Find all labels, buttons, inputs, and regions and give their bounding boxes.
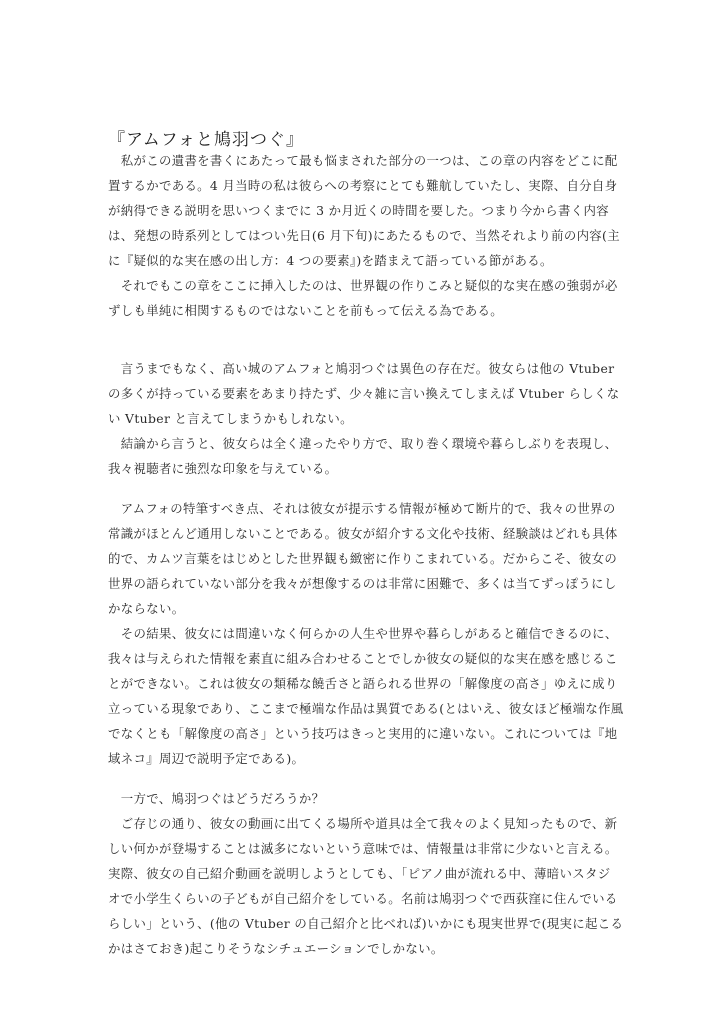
paragraph-line: が納得できる説明を思いつくまでに 3 か月近くの時間を要した。つまり今から書く内容 (108, 203, 609, 218)
paragraph-line: オで小学生くらいの子どもが自己紹介をしている。名前は鳩羽つぐで西荻窪に住んでいる (108, 891, 618, 906)
paragraph-line: に『疑似的な実在感の出し方：4 つの要素』)を踏まえて語っている節がある。 (108, 253, 553, 268)
paragraph-line: でなくとも「解像度の高さ」という技巧はきっと実用的に違いない。これについては『地 (108, 726, 618, 741)
paragraph-line: ご存じの通り、彼女の動画に出てくる場所や道具は全て我々のよく見知ったもので、新 (108, 816, 618, 831)
paragraph-line: 常識がほとんど通用しないことである。彼女が紹介する文化や技術、経験談はどれも具体 (108, 526, 618, 541)
paragraph-line: は、発想の時系列としてはつい先日(6 月下旬)にあたるもので、当然それより前の内容(主 (108, 228, 620, 243)
paragraph-line: その結果、彼女には間違いなく何らかの人生や世界や暮らしがあると確信できるのに、 (108, 626, 618, 641)
paragraph-line: 我々視聴者に強烈な印象を与えている。 (108, 461, 338, 476)
paragraph-line: かならない。 (108, 601, 185, 616)
paragraph-line: 言うまでもなく、高い城のアムフォと鳩羽つぐは異色の存在だ。彼女らは他の Vtuber (108, 361, 615, 376)
paragraph-line: 一方で、鳩羽つぐはどうだろうか？ (108, 791, 325, 806)
paragraph-line: かはさておき)起こりそうなシチュエーションでしかない。 (108, 941, 444, 956)
paragraph-line: 域ネコ』周辺で説明予定である)。 (108, 751, 305, 766)
paragraph-line: い Vtuber と言えてしまうかもしれない。 (108, 411, 353, 426)
paragraph-line: とができない。これは彼女の類稀な饒舌さと語られる世界の「解像度の高さ」ゆえに成り (108, 676, 618, 691)
paragraph-line: 置するかである。4 月当時の私は彼らへの考察にとても難航していたし、実際、自分自身 (108, 178, 618, 193)
paragraph-line: の多くが持っている要素をあまり持たず、少々雑に言い換えてしまえば Vtuber らしくな (108, 386, 620, 401)
paragraph-line: 私がこの遺書を書くにあたって最も悩まされた部分の一つは、この章の内容をどこに配 (108, 153, 618, 168)
paragraph-line: しい何かが登場することは滅多にないという意味では、情報量は非常に少ないと言える。 (108, 841, 618, 856)
paragraph-line: 結論から言うと、彼女らは全く違ったやり方で、取り巻く環境や暮らしぶりを表現し、 (108, 436, 618, 451)
paragraph-line: 的で、カムツ言葉をはじめとした世界観も緻密に作りこまれている。だからこそ、彼女の (108, 551, 618, 566)
paragraph-line: 実際、彼女の自己紹介動画を説明しようとしても、「ピアノ曲が流れる中、薄暗いスタジ (108, 866, 611, 881)
paragraph-line: 世界の語られていない部分を我々が想像するのは非常に困難で、多くは当てずっぽうにし (108, 576, 617, 591)
document-title: 『アムフォと鳩羽つぐ』 (108, 130, 304, 150)
paragraph-line: アムフォの特筆すべき点、それは彼女が提示する情報が極めて断片的で、我々の世界の (108, 501, 616, 516)
paragraph-line: それでもこの章をここに挿入したのは、世界観の作りこみと疑似的な実在感の強弱が必 (108, 278, 618, 293)
paragraph-line: らしい」という、(他の Vtuber の自己紹介と比べれば)いかにも現実世界で(現実に起こる (108, 916, 624, 931)
paragraph-line: 立っている現象であり、ここまで極端な作品は異質である(とはいえ、彼女ほど極端な作風 (108, 701, 624, 716)
paragraph-line: ずしも単純に相関するものではないことを前もって伝える為である。 (108, 303, 503, 318)
paragraph-line: 我々は与えられた情報を素直に組み合わせることでしか彼女の疑似的な実在感を感じるこ (108, 651, 618, 666)
